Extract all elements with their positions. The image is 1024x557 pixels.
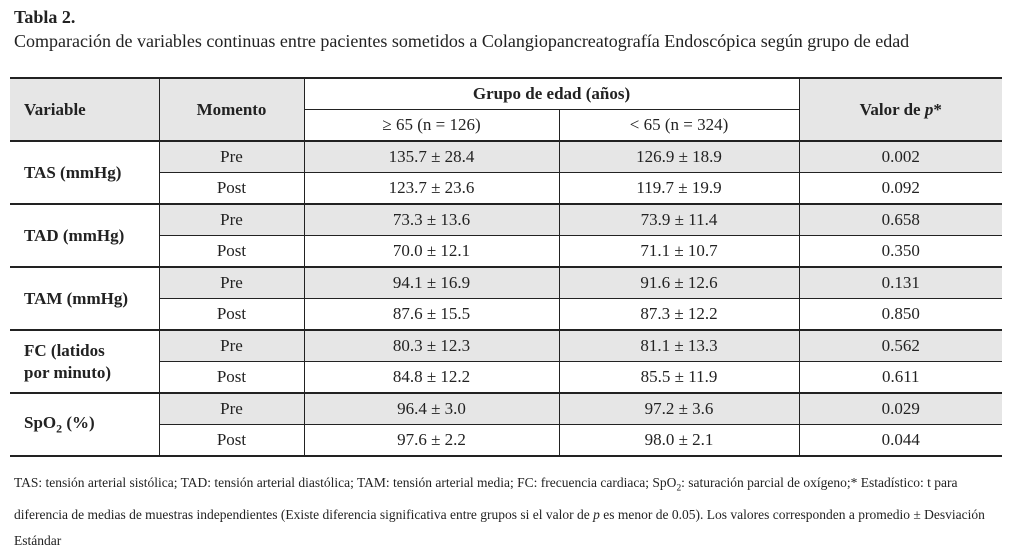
menor-65-cell: 81.1 ± 13.3 <box>559 330 799 362</box>
table-caption-subtitle: Comparación de variables continuas entre pacientes sometidos a Colangiopancreatografía Endoscópica según grupo de edad <box>14 31 910 51</box>
table-row <box>10 425 1002 457</box>
p-value-cell: 0.611 <box>799 362 1002 394</box>
header-variable: Variable <box>10 78 159 141</box>
p-value-cell: 0.029 <box>799 393 1002 425</box>
table-row <box>10 236 1002 268</box>
mayor-65-cell: 96.4 ± 3.0 <box>304 393 559 425</box>
variable-cell <box>10 330 159 393</box>
mayor-65-cell: 80.3 ± 12.3 <box>304 330 559 362</box>
momento-cell: Post <box>159 362 304 394</box>
table-caption-title: Tabla 2. <box>14 7 76 27</box>
momento-cell: Pre <box>159 204 304 236</box>
momento-cell: Post <box>159 173 304 205</box>
p-value-cell: 0.850 <box>799 299 1002 331</box>
momento-cell: Pre <box>159 267 304 299</box>
table-row <box>10 362 1002 394</box>
p-value-cell: 0.350 <box>799 236 1002 268</box>
momento-cell: Pre <box>159 330 304 362</box>
p-value-cell: 0.562 <box>799 330 1002 362</box>
momento-cell: Pre <box>159 141 304 173</box>
p-value-cell: 0.658 <box>799 204 1002 236</box>
table-row <box>10 299 1002 331</box>
p-value-cell: 0.131 <box>799 267 1002 299</box>
momento-cell: Pre <box>159 393 304 425</box>
mayor-65-cell: 87.6 ± 15.5 <box>304 299 559 331</box>
mayor-65-cell: 73.3 ± 13.6 <box>304 204 559 236</box>
table-row <box>10 330 1002 362</box>
mayor-65-cell: 123.7 ± 23.6 <box>304 173 559 205</box>
variable-cell: TAM (mmHg) <box>10 267 159 330</box>
variable-line1: FC (latidos <box>24 340 105 360</box>
mayor-65-cell: 84.8 ± 12.2 <box>304 362 559 394</box>
mayor-65-cell: 70.0 ± 12.1 <box>304 236 559 268</box>
p-value-cell: 0.092 <box>799 173 1002 205</box>
momento-cell: Post <box>159 299 304 331</box>
menor-65-cell: 119.7 ± 19.9 <box>559 173 799 205</box>
header-mayor-65: ≥ 65 (n = 126) <box>304 110 559 142</box>
menor-65-cell: 126.9 ± 18.9 <box>559 141 799 173</box>
header-momento: Momento <box>159 78 304 141</box>
variable-cell: SpO$_2$ (%) <box>10 393 159 456</box>
data-table <box>10 77 1002 457</box>
table-row <box>10 141 1002 173</box>
momento-cell: Post <box>159 425 304 457</box>
table-row <box>10 204 1002 236</box>
p-value-cell: 0.002 <box>799 141 1002 173</box>
header-menor-65: < 65 (n = 324) <box>559 110 799 142</box>
momento-cell: Post <box>159 236 304 268</box>
mayor-65-cell: 135.7 ± 28.4 <box>304 141 559 173</box>
variable-line2: por minuto) <box>24 362 112 382</box>
p-value-cell: 0.044 <box>799 425 1002 457</box>
menor-65-cell: 91.6 ± 12.6 <box>559 267 799 299</box>
header-grupo-edad: Grupo de edad (años) <box>304 78 799 110</box>
menor-65-cell: 98.0 ± 2.1 <box>559 425 799 457</box>
menor-65-cell: 87.3 ± 12.2 <box>559 299 799 331</box>
menor-65-cell: 73.9 ± 11.4 <box>559 204 799 236</box>
table-row <box>10 267 1002 299</box>
mayor-65-cell: 94.1 ± 16.9 <box>304 267 559 299</box>
table-footnote: TAS: tensión arterial sistólica; TAD: tensión arterial diastólica; TAM: tensión arterial media; FC: frecuencia cardiaca; SpO$_2$: saturación parcial de oxígeno;* Estadístico: t para diferencia de medias de muestras independientes (Existe diferencia significativa entre grupos si el valor de p es menor de 0.05). Los valores corresponden a promedio ± Desviación Estándar <box>14 475 985 548</box>
menor-65-cell: 85.5 ± 11.9 <box>559 362 799 394</box>
header-valor-p: Valor de p* <box>799 78 1002 141</box>
table-row <box>10 393 1002 425</box>
variable-cell: TAS (mmHg) <box>10 141 159 204</box>
table-row <box>10 173 1002 205</box>
menor-65-cell: 71.1 ± 10.7 <box>559 236 799 268</box>
menor-65-cell: 97.2 ± 3.6 <box>559 393 799 425</box>
variable-cell: TAD (mmHg) <box>10 204 159 267</box>
mayor-65-cell: 97.6 ± 2.2 <box>304 425 559 457</box>
